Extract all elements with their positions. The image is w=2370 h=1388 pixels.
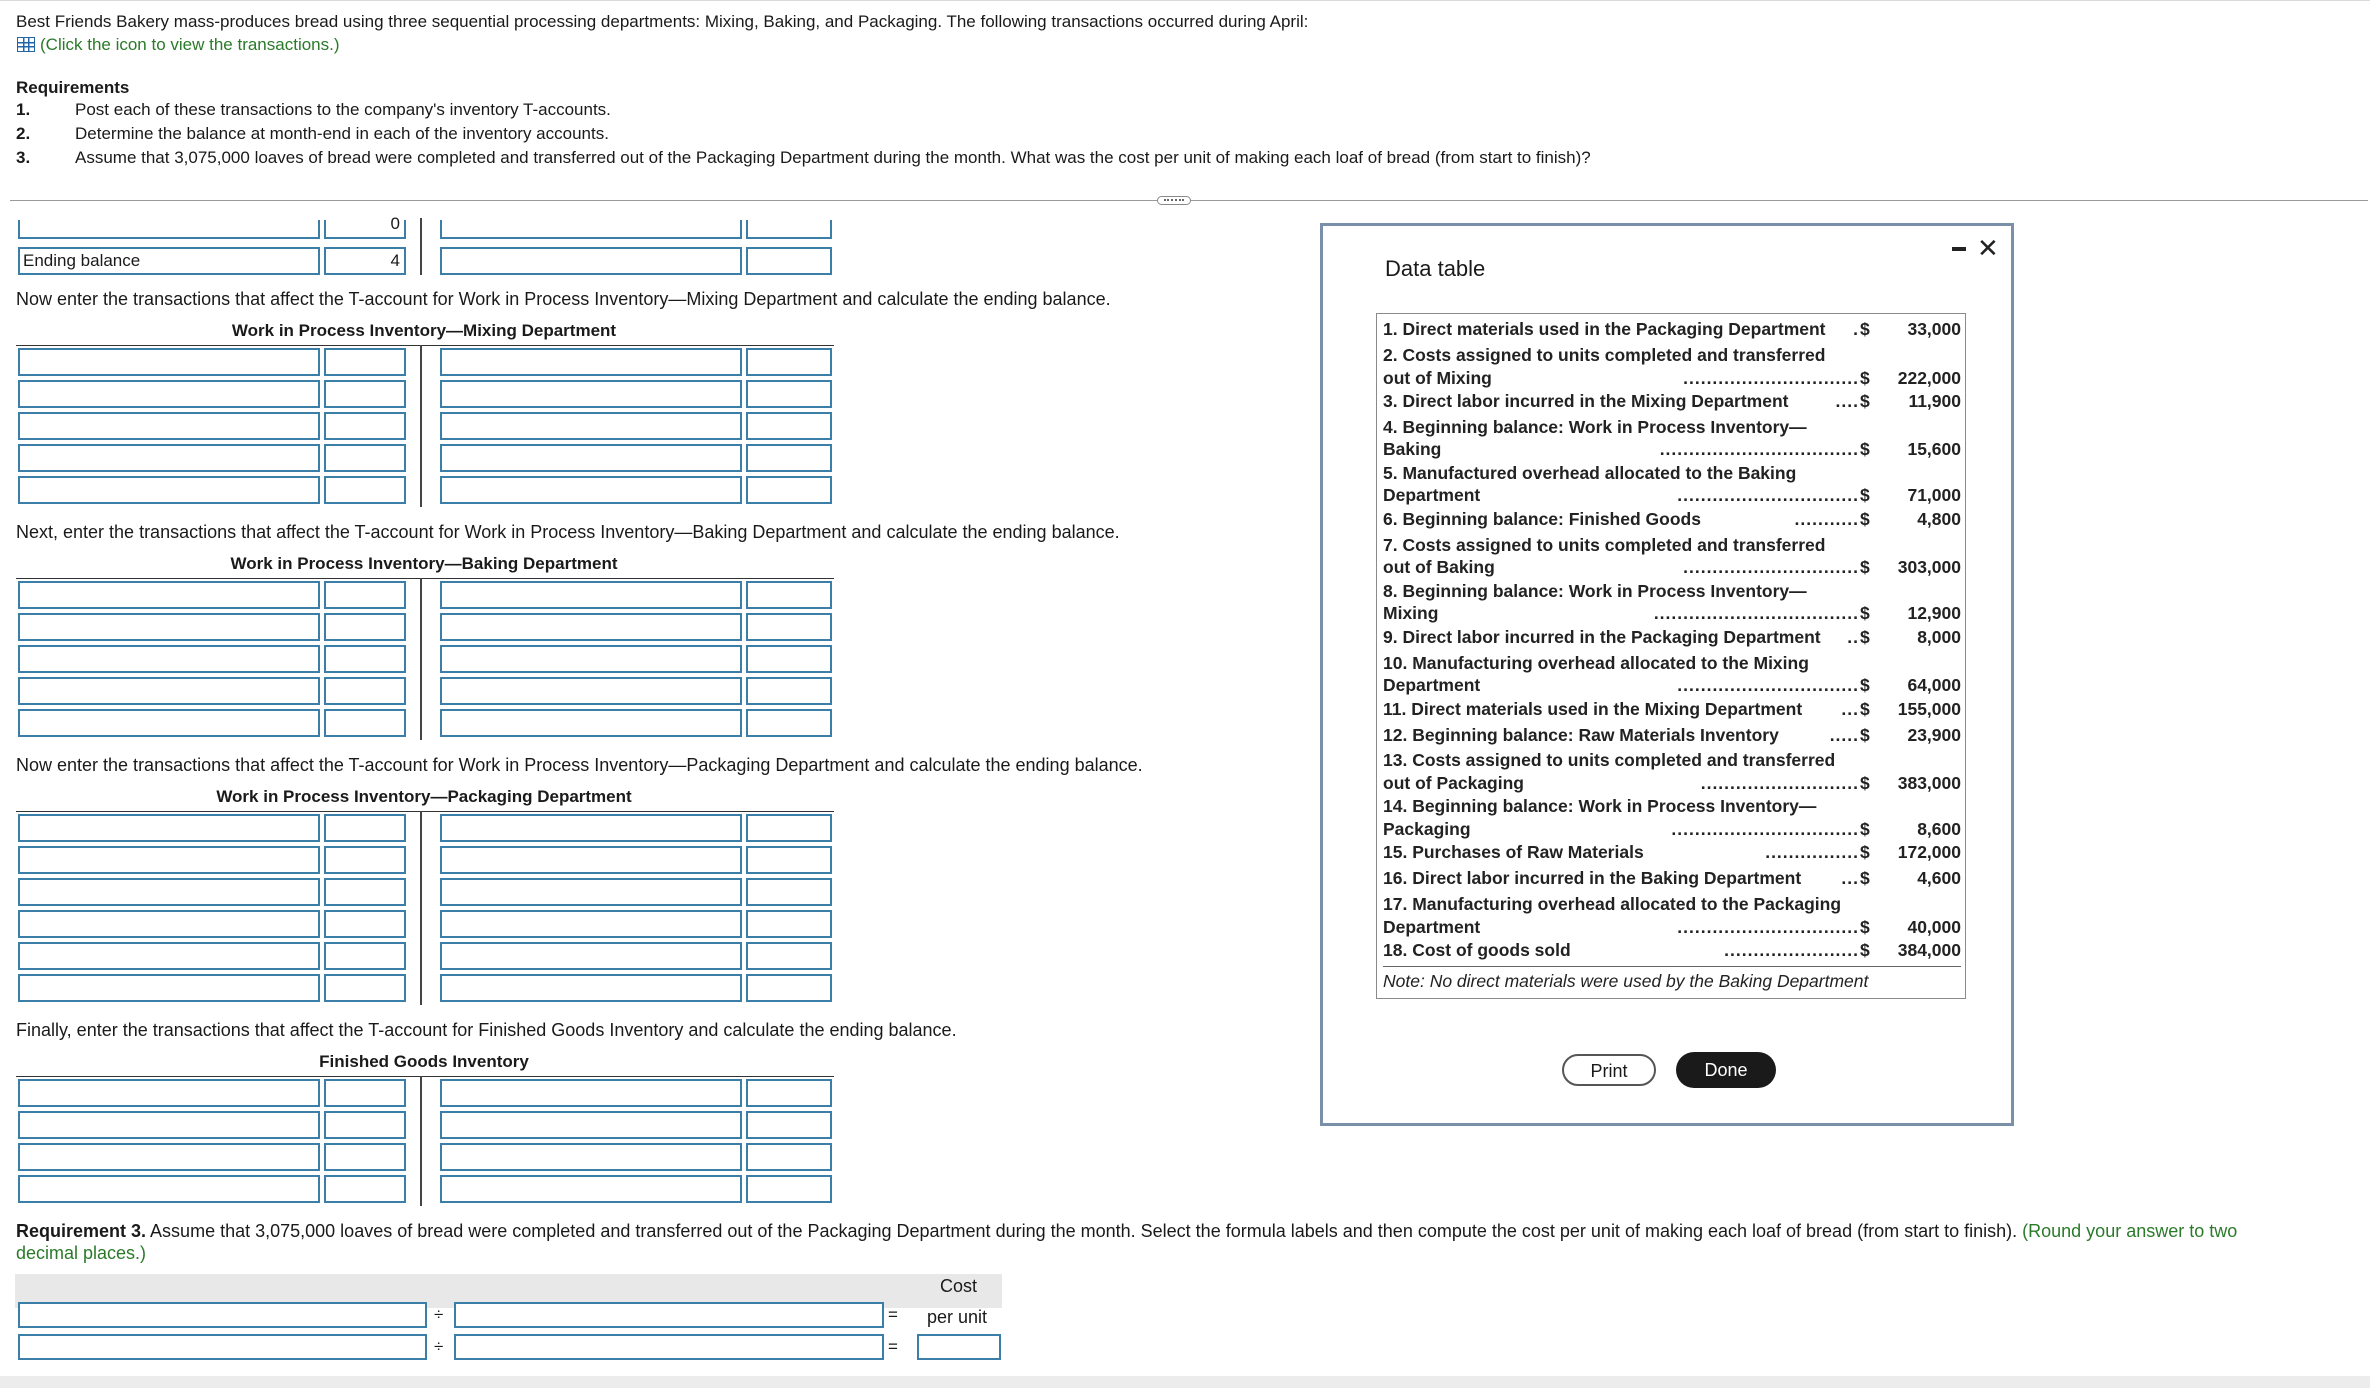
leader-dots: ... — [1841, 868, 1859, 889]
formula-numerator-input[interactable] — [18, 1334, 427, 1360]
t-account-cell[interactable] — [440, 220, 742, 239]
requirement-number: 3. — [16, 148, 31, 167]
t-account-cell[interactable] — [324, 214, 406, 239]
t-account-cell[interactable] — [746, 380, 832, 408]
leader-dots: ....................... — [1724, 940, 1859, 961]
formula-denominator-input[interactable] — [454, 1334, 884, 1360]
t-account-cell[interactable] — [746, 613, 832, 641]
t-account-cell[interactable] — [746, 814, 832, 842]
transaction-label-cont: out of Packaging — [1383, 773, 1524, 794]
transaction-row — [1383, 390, 1961, 413]
transaction-amount: 172,000 — [1897, 842, 1961, 863]
transaction-amount: 33,000 — [1907, 319, 1961, 339]
leader-dots: ................................ — [1671, 819, 1859, 840]
transaction-label-cont: Department — [1383, 916, 1481, 937]
t-account-cell[interactable] — [324, 380, 406, 408]
dollar-sign: $ — [1860, 698, 1870, 719]
transaction-label: 7. Costs assigned to units completed and transferred — [1383, 534, 1826, 555]
leader-dots: ..... — [1829, 724, 1859, 745]
requirement-3-text — [16, 1220, 2266, 1243]
t-account-cell[interactable] — [324, 814, 406, 842]
t-account-header-line — [16, 811, 834, 812]
t-account-cell[interactable] — [324, 846, 406, 874]
dollar-sign: $ — [1860, 557, 1870, 578]
leader-dots: .............................. — [1683, 557, 1859, 578]
t-account-cell[interactable] — [746, 444, 832, 472]
leader-dots: ........................... — [1700, 773, 1859, 794]
transaction-label: 2. Costs assigned to units completed and transferred — [1383, 344, 1826, 365]
dollar-sign: $ — [1860, 508, 1870, 529]
t-account-cell[interactable] — [746, 878, 832, 906]
t-account-cell[interactable] — [324, 476, 406, 504]
t-account-divider — [420, 811, 422, 1005]
t-account-cell[interactable] — [440, 1175, 742, 1203]
transaction-row — [1383, 841, 1961, 864]
t-account-cell[interactable] — [746, 910, 832, 938]
t-account-cell[interactable] — [18, 677, 320, 705]
transaction-amount: 8,000 — [1917, 626, 1961, 647]
dollar-sign: $ — [1860, 390, 1870, 411]
mixing-account-title: Work in Process Inventory—Mixing Department — [231, 321, 617, 340]
table-bottom-rule — [1383, 966, 1961, 967]
t-account-cell[interactable] — [324, 581, 406, 609]
transaction-label: 11. Direct materials used in the Mixing Department — [1383, 698, 1803, 719]
transaction-label-cont: Department — [1383, 675, 1481, 696]
t-account-cell[interactable] — [746, 220, 832, 239]
t-account-divider — [420, 578, 422, 740]
formula-numerator-label-select[interactable] — [18, 1302, 427, 1328]
t-account-cell[interactable] — [18, 613, 320, 641]
transactions-table — [1376, 313, 1966, 999]
transaction-label-cont: out of Mixing — [1383, 367, 1492, 388]
t-account-cell[interactable] — [324, 1079, 406, 1107]
t-account-cell[interactable] — [324, 444, 406, 472]
transaction-label: 15. Purchases of Raw Materials — [1383, 842, 1644, 863]
ending-balance-label-cell[interactable] — [18, 247, 320, 275]
t-account-cell[interactable] — [440, 613, 742, 641]
transaction-label: 18. Cost of goods sold — [1383, 940, 1571, 961]
leader-dots: ................................... — [1653, 603, 1859, 624]
t-account-cell[interactable] — [18, 645, 320, 673]
leader-dots: ............................... — [1677, 485, 1859, 506]
dollar-sign: $ — [1860, 724, 1870, 745]
table-note: Note: No direct materials were used by the Baking Department — [1383, 971, 1869, 992]
t-account-cell[interactable] — [440, 1079, 742, 1107]
transaction-amount: 11,900 — [1908, 390, 1961, 411]
leader-dots: .... — [1835, 390, 1859, 411]
finished-account-title: Finished Goods Inventory — [319, 1052, 529, 1071]
ending-balance-value: 4 — [390, 251, 400, 270]
transaction-amount: 64,000 — [1907, 675, 1961, 696]
transaction-label: 3. Direct labor incurred in the Mixing Department — [1383, 390, 1789, 411]
t-account-cell[interactable] — [324, 645, 406, 673]
t-account-cell[interactable] — [440, 677, 742, 705]
transaction-row — [1383, 867, 1961, 890]
t-account-cell[interactable] — [746, 247, 832, 275]
t-account-cell[interactable] — [18, 1079, 320, 1107]
t-account-cell[interactable] — [746, 581, 832, 609]
dollar-sign: $ — [1860, 485, 1870, 506]
requirement-3-body: Assume that 3,075,000 loaves of bread were completed and transferred out of the Packaging Department during the month. Select the formula labels and then compute the cost per unit of making each loaf of bread (from start to finish). — [146, 1221, 2018, 1241]
leader-dots: ... — [1841, 698, 1859, 719]
cost-header: Cost — [940, 1276, 978, 1296]
t-account-cell[interactable] — [18, 709, 320, 737]
transaction-row — [1383, 795, 1961, 840]
t-account-header-line — [16, 578, 834, 579]
t-account-cell[interactable] — [440, 348, 742, 376]
t-account-cell[interactable] — [18, 348, 320, 376]
t-account-cell[interactable] — [746, 1111, 832, 1139]
t-account-cell[interactable] — [746, 942, 832, 970]
t-account-cell[interactable] — [18, 476, 320, 504]
transaction-amount: 155,000 — [1897, 698, 1961, 719]
transaction-amount: 71,000 — [1907, 485, 1961, 506]
requirement-number: 2. — [16, 124, 31, 143]
t-account-cell[interactable] — [18, 942, 320, 970]
rounding-hint-cont: decimal places.) — [16, 1243, 147, 1263]
leader-dots: .. — [1847, 626, 1859, 647]
dollar-sign: $ — [1860, 675, 1870, 696]
transaction-row — [1383, 462, 1961, 507]
t-account-cell[interactable] — [324, 709, 406, 737]
dollar-sign: $ — [1860, 367, 1870, 388]
requirements-title: Requirements — [16, 78, 130, 97]
transaction-label: 6. Beginning balance: Finished Goods — [1383, 508, 1701, 529]
equals-sign: = — [888, 1337, 898, 1356]
per-unit-header: per unit — [927, 1307, 988, 1327]
transaction-label-cont: Packaging — [1383, 819, 1471, 840]
t-account-cell[interactable] — [18, 878, 320, 906]
leader-dots: . — [1853, 319, 1859, 339]
t-account-cell[interactable] — [746, 1143, 832, 1171]
requirement-number: 1. — [16, 100, 31, 119]
t-account-cell[interactable] — [746, 1175, 832, 1203]
transaction-row — [1383, 626, 1961, 649]
data-table-dialog — [1320, 223, 2014, 1126]
transaction-label-cont: Baking — [1383, 439, 1442, 460]
t-account-cell[interactable] — [746, 412, 832, 440]
leader-dots: ............................... — [1677, 675, 1859, 696]
requirement-text: Determine the balance at month-end in each of the inventory accounts. — [75, 124, 609, 143]
mixing-instruction: Now enter the transactions that affect the T-account for Work in Process Inventory—Mixing Department and calculate the ending balance. — [16, 289, 1111, 309]
leader-dots: .............................. — [1683, 367, 1859, 388]
t-account-cell[interactable] — [324, 1175, 406, 1203]
t-account-cell[interactable] — [440, 910, 742, 938]
transaction-label: 4. Beginning balance: Work in Process Inventory— — [1383, 416, 1807, 437]
top-border — [0, 0, 2370, 1]
transaction-row — [1383, 318, 1961, 341]
transaction-row — [1383, 893, 1961, 938]
transaction-row — [1383, 344, 1961, 389]
transaction-amount: 4,600 — [1917, 868, 1961, 889]
t-account-cell[interactable] — [324, 348, 406, 376]
t-account-cell[interactable] — [18, 1143, 320, 1171]
t-account-cell[interactable] — [18, 444, 320, 472]
t-account-header-line — [16, 345, 834, 346]
transaction-label: 13. Costs assigned to units completed and transferred — [1383, 750, 1836, 771]
t-account-cell[interactable] — [324, 613, 406, 641]
view-transactions-link[interactable]: (Click the icon to view the transactions.) — [40, 35, 340, 54]
transaction-row — [1383, 652, 1961, 697]
baking-instruction: Next, enter the transactions that affect the T-account for Work in Process Inventory—Baking Department and calculate the ending balance. — [16, 522, 1120, 542]
packaging-instruction: Now enter the transactions that affect the T-account for Work in Process Inventory—Packaging Department and calculate the ending balance. — [16, 755, 1143, 775]
transaction-row — [1383, 698, 1961, 721]
dollar-sign: $ — [1860, 819, 1870, 840]
requirement-text: Assume that 3,075,000 loaves of bread were completed and transferred out of the Packaging Department during the month. What was the cost per unit of making each loaf of bread (from start to finish)? — [75, 148, 1591, 167]
t-account-cell[interactable] — [18, 412, 320, 440]
resize-handle[interactable] — [1157, 196, 1191, 205]
equals-sign: = — [888, 1305, 898, 1324]
dollar-sign: $ — [1860, 842, 1870, 863]
dollar-sign: $ — [1860, 940, 1870, 961]
formula-denominator-label-select[interactable] — [454, 1302, 884, 1328]
t-account-cell[interactable] — [440, 1111, 742, 1139]
dollar-sign: $ — [1860, 603, 1870, 624]
dialog-title: Data table — [1385, 256, 1486, 281]
t-account-cell[interactable] — [18, 220, 320, 239]
t-account-cell[interactable] — [440, 444, 742, 472]
t-account-cell[interactable] — [440, 846, 742, 874]
t-account-cell[interactable] — [440, 581, 742, 609]
transaction-amount: 15,600 — [1907, 439, 1961, 460]
transaction-label: 10. Manufacturing overhead allocated to the Mixing — [1383, 652, 1809, 673]
t-account-cell[interactable] — [18, 910, 320, 938]
transaction-label: 12. Beginning balance: Raw Materials Inventory — [1383, 724, 1779, 745]
t-account-cell[interactable] — [324, 1111, 406, 1139]
t-account-divider — [420, 345, 422, 507]
t-account-cell[interactable] — [440, 247, 742, 275]
table-icon[interactable] — [17, 37, 35, 52]
problem-intro: Best Friends Bakery mass-produces bread using three sequential processing departments: Mixing, Baking, and Packaging. The following transactions occurred during April: — [16, 12, 1309, 31]
transaction-amount: 222,000 — [1897, 367, 1961, 388]
transaction-amount: 303,000 — [1897, 557, 1961, 578]
dollar-sign: $ — [1860, 916, 1870, 937]
partial-value: 0 — [390, 214, 400, 233]
t-account-cell[interactable] — [746, 846, 832, 874]
transaction-row — [1383, 939, 1961, 962]
requirement-text: Post each of these transactions to the company's inventory T-accounts. — [75, 100, 611, 119]
transaction-amount: 12,900 — [1907, 603, 1961, 624]
t-account-cell[interactable] — [440, 645, 742, 673]
ending-balance-value-cell[interactable] — [324, 247, 406, 275]
t-account-cell[interactable] — [746, 974, 832, 1002]
transaction-label-cont: Mixing — [1383, 603, 1439, 624]
t-account-cell[interactable] — [746, 476, 832, 504]
cost-per-unit-input[interactable] — [917, 1334, 1001, 1360]
t-account-cell[interactable] — [324, 412, 406, 440]
t-account-cell[interactable] — [18, 846, 320, 874]
transaction-label-cont: out of Baking — [1383, 557, 1495, 578]
dollar-sign: $ — [1860, 319, 1870, 339]
transaction-row — [1383, 580, 1961, 625]
t-account-cell[interactable] — [440, 709, 742, 737]
minimize-icon[interactable] — [1952, 247, 1966, 251]
t-account-cell[interactable] — [440, 380, 742, 408]
transaction-label: 16. Direct labor incurred in the Baking Department — [1383, 868, 1802, 889]
transaction-label: 1. Direct materials used in the Packaging Department — [1383, 319, 1826, 339]
dollar-sign: $ — [1860, 626, 1870, 647]
t-account-divider — [420, 218, 422, 275]
t-account-divider — [420, 1076, 422, 1206]
transaction-amount: 384,000 — [1897, 940, 1961, 961]
t-account-cell[interactable] — [440, 942, 742, 970]
t-account-cell[interactable] — [18, 1111, 320, 1139]
baking-account-title: Work in Process Inventory—Baking Department — [230, 554, 618, 573]
t-account-cell[interactable] — [18, 380, 320, 408]
close-icon[interactable]: ✕ — [1977, 233, 1999, 263]
t-account-header-line — [16, 1076, 834, 1077]
leader-dots: ................ — [1765, 842, 1859, 863]
leader-dots: ........... — [1794, 508, 1859, 529]
t-account-cell[interactable] — [324, 910, 406, 938]
t-account-cell[interactable] — [18, 1175, 320, 1203]
transaction-row — [1383, 416, 1961, 461]
dollar-sign: $ — [1860, 439, 1870, 460]
packaging-account-title: Work in Process Inventory—Packaging Department — [216, 787, 632, 806]
transaction-label: 8. Beginning balance: Work in Process Inventory— — [1383, 580, 1807, 601]
dollar-sign: $ — [1860, 868, 1870, 889]
t-account-cell[interactable] — [324, 677, 406, 705]
transaction-row — [1383, 724, 1961, 747]
leader-dots: .................................. — [1659, 439, 1859, 460]
transaction-row — [1383, 749, 1961, 794]
rounding-hint: (Round your answer to two — [2022, 1221, 2238, 1241]
t-account-cell[interactable] — [18, 581, 320, 609]
transaction-amount: 4,800 — [1917, 508, 1961, 529]
t-account-cell[interactable] — [440, 974, 742, 1002]
t-account-cell[interactable] — [440, 1143, 742, 1171]
t-account-cell[interactable] — [440, 476, 742, 504]
t-account-cell[interactable] — [746, 645, 832, 673]
print-button[interactable]: Print — [1562, 1054, 1656, 1086]
t-account-cell[interactable] — [324, 974, 406, 1002]
transaction-amount: 383,000 — [1897, 773, 1961, 794]
finished-instruction: Finally, enter the transactions that affect the T-account for Finished Goods Inventory and calculate the ending balance. — [16, 1020, 957, 1040]
ending-balance-label: Ending balance — [23, 251, 141, 270]
t-account-cell[interactable] — [18, 974, 320, 1002]
t-account-cell[interactable] — [440, 814, 742, 842]
t-account-cell[interactable] — [746, 1079, 832, 1107]
transaction-label-cont: Department — [1383, 485, 1481, 506]
t-account-cell[interactable] — [440, 878, 742, 906]
done-button[interactable]: Done — [1676, 1052, 1776, 1088]
t-account-cell[interactable] — [746, 709, 832, 737]
transaction-row — [1383, 508, 1961, 531]
dollar-sign: $ — [1860, 773, 1870, 794]
transaction-amount: 8,600 — [1917, 819, 1961, 840]
transaction-label: 14. Beginning balance: Work in Process Inventory— — [1383, 796, 1817, 817]
transaction-amount: 40,000 — [1907, 916, 1961, 937]
divide-sign: ÷ — [434, 1305, 444, 1324]
t-account-cell[interactable] — [324, 878, 406, 906]
leader-dots: ............................... — [1677, 916, 1859, 937]
t-account-cell[interactable] — [746, 677, 832, 705]
t-account-cell[interactable] — [18, 814, 320, 842]
transaction-label: 17. Manufacturing overhead allocated to the Packaging — [1383, 894, 1842, 915]
transaction-row — [1383, 534, 1961, 579]
t-account-cell[interactable] — [746, 348, 832, 376]
divide-sign: ÷ — [434, 1337, 444, 1356]
bottom-scroll-area — [0, 1376, 2370, 1388]
t-account-cell[interactable] — [324, 942, 406, 970]
t-account-cell[interactable] — [324, 1143, 406, 1171]
t-account-cell[interactable] — [440, 412, 742, 440]
transaction-label: 5. Manufactured overhead allocated to the Baking — [1383, 462, 1797, 483]
transaction-amount: 23,900 — [1907, 724, 1961, 745]
requirement-3-label: Requirement 3. — [16, 1221, 147, 1241]
transaction-label: 9. Direct labor incurred in the Packaging Department — [1383, 626, 1821, 647]
